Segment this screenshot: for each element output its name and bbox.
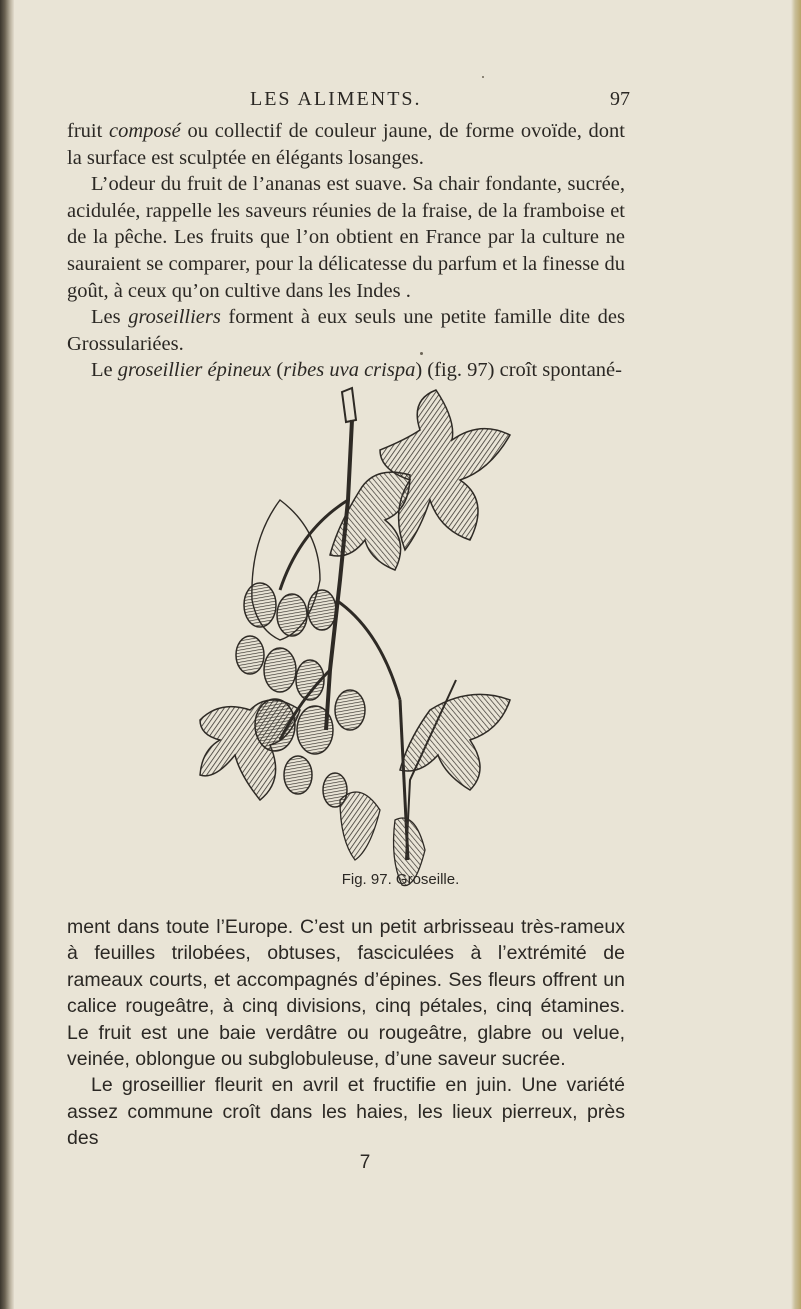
- paragraph: L’odeur du fruit de l’ananas est suave. Sa chair fondante, sucrée, acidulée, rappelle les saveurs réunies de la fraise, de la framboise et de la pêche. Les fruits que l’on obtient en France par la culture ne sauraient se comparer, pour la délicatesse du parfum et la finesse du goût, à ceux qu’on cultive dans les Indes .: [67, 173, 625, 302]
- text-block-bottom: [67, 914, 625, 1152]
- signature-mark: 7: [359, 1152, 371, 1173]
- text-block-top: [67, 118, 625, 384]
- paragraph: fruit composé ou collectif de couleur jaune, de forme ovoïde, dont la surface est sculptée en élégants losanges.: [67, 120, 626, 169]
- paragraph: Le groseillier fleurit en avril et fructifie en juin. Une variété assez commune croît dans les haies, les lieux pierreux, près des: [67, 1074, 625, 1150]
- paragraph: Le groseillier épineux (ribes uva crispa) (fig. 97) croît spontané-: [91, 359, 622, 382]
- gooseberry-engraving: [180, 380, 570, 900]
- gooseberry-branch-illustration: [180, 380, 570, 900]
- figure-caption: Fig. 97. Groseille.: [341, 871, 460, 888]
- ink-speck: [482, 76, 484, 78]
- running-title: LES ALIMENTS.: [250, 88, 422, 110]
- running-header: [250, 88, 630, 114]
- paragraph: Les groseilliers forment à eux seuls une petite famille dite des Grossulariées.: [67, 306, 625, 355]
- ink-speck: [420, 352, 423, 355]
- paragraph: ment dans toute l’Europe. C’est un petit arbrisseau très-rameux à feuilles trilobées, obtuses, fasciculées à l’extrémité de rameaux courts, et accompagnés d’épines. Ses fleurs offrent un calice rougeâtre, à cinq divisions, cinq pétales, cinq étamines. Le fruit est une baie verdâtre ou rougeâtre, glabre ou velue, veinée, oblongue ou subglobuleuse, d’une saveur sucrée.: [67, 916, 625, 1071]
- page-number: 97: [610, 88, 630, 110]
